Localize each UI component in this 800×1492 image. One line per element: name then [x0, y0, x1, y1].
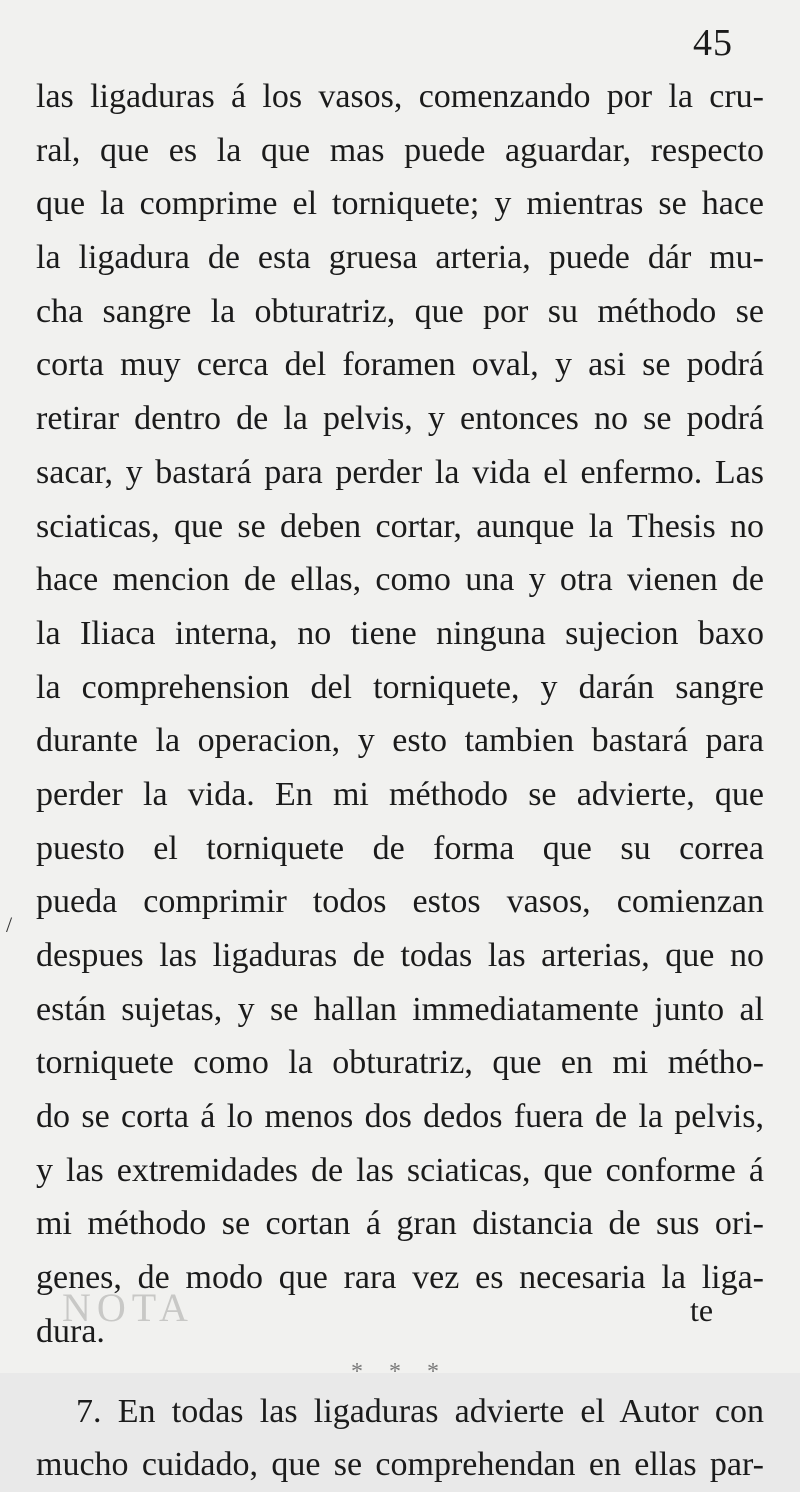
section-ornament: * * *: [351, 1358, 449, 1385]
text-line: retirar dentro de la pelvis, y entonces no se podrá: [36, 400, 764, 438]
text-line: durante la operacion, y esto tambien bastará para: [36, 722, 764, 760]
text-line: pueda comprimir todos estos vasos, comienzan: [36, 883, 764, 921]
text-line: la Iliaca interna, no tiene ninguna sujecion baxo: [36, 614, 764, 652]
text-line: cha sangre la obturatriz, que por su méthodo se: [36, 292, 764, 330]
text-line: despues las ligaduras de todas las arterias, que no: [36, 937, 764, 974]
text-line: genes, de modo que rara vez es necesaria la liga-: [36, 1259, 764, 1297]
text-line: do se corta á lo menos dos dedos fuera de la pelvis,: [36, 1098, 764, 1136]
text-line: la ligadura de esta gruesa arteria, puede dár mu-: [36, 239, 764, 277]
text-line: torniquete como la obturatriz, que en mi métho-: [36, 1044, 764, 1082]
margin-mark: /: [6, 912, 13, 937]
body-text: [36, 70, 764, 1492]
text-line: sciaticas, que se deben cortar, aunque la Thesis no: [36, 507, 764, 545]
text-line: puesto el torniquete de forma que su correa: [36, 829, 764, 867]
text-line: que la comprime el torniquete; y mientras se hace: [36, 185, 764, 223]
text-line: mucho cuidado, que se comprehendan en ellas par-: [36, 1446, 764, 1484]
text-line: mi méthodo se cortan á gran distancia de sus ori-: [36, 1205, 764, 1243]
text-line: sacar, y bastará para perder la vida el enfermo. Las: [36, 453, 764, 491]
text-line: hace mencion de ellas, como una y otra vienen de: [36, 561, 764, 599]
text-line: perder la vida. En mi méthodo se advierte, que: [36, 775, 764, 813]
text-line: y las extremidades de las sciaticas, que conforme á: [36, 1151, 764, 1189]
text-line: ral, que es la que mas puede aguardar, respecto: [36, 131, 764, 169]
text-line: corta muy cerca del foramen oval, y asi se podrá: [36, 346, 764, 384]
page-number: 45: [693, 22, 733, 64]
paragraph-start-line: 7. En todas las ligaduras advierte el Autor con: [76, 1392, 764, 1430]
text-line: la comprehension del torniquete, y darán sangre: [36, 668, 764, 706]
catchword: te: [690, 1292, 714, 1328]
text-line: las ligaduras á los vasos, comenzando por la cru-: [36, 78, 764, 115]
bleed-through-text: NOTA: [62, 1285, 194, 1330]
text-line: dura.: [36, 1312, 105, 1350]
text-line: están sujetas, y se hallan immediatamente junto al: [36, 990, 764, 1028]
